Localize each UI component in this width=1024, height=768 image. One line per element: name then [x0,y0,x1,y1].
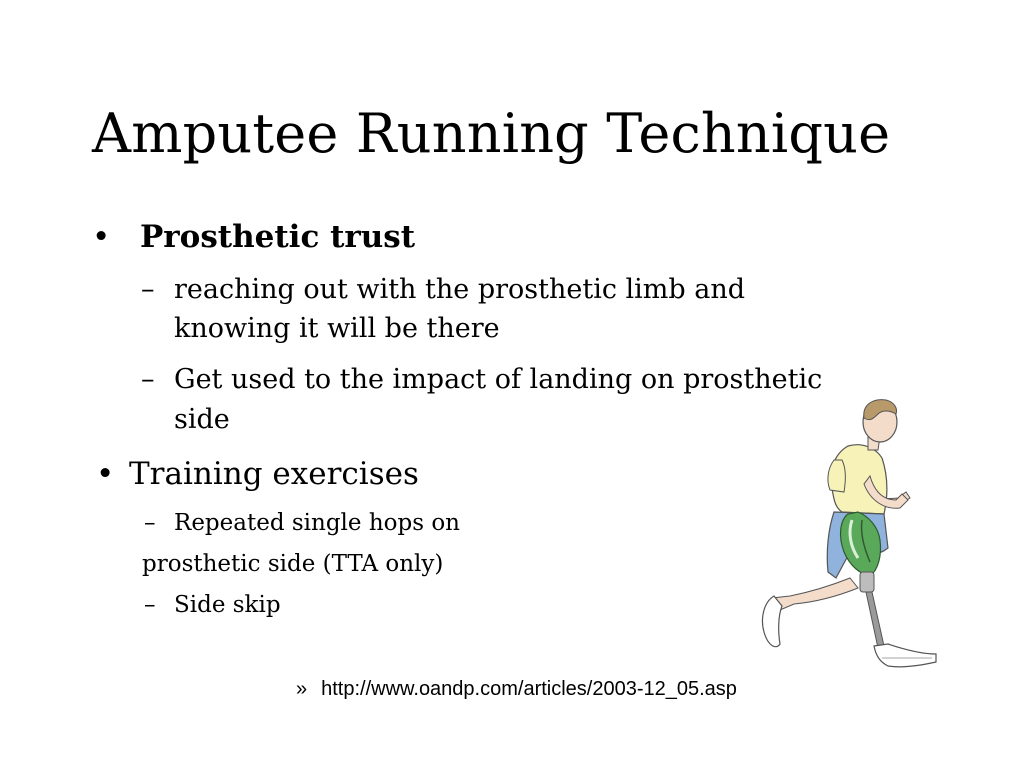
bullet-marker: • [96,456,115,492]
sub-bullet-marker: – [144,592,156,618]
slide-title: Amputee Running Technique [92,102,891,165]
sub-bullet-impact-line1: Get used to the impact of landing on prosthetic [174,364,823,395]
sub-bullet-marker: – [144,510,156,536]
sub-bullet-hops: Repeated single hops on [174,510,460,536]
sub-bullet-hops-continuation: prosthetic side (TTA only) [142,551,444,577]
running-amputee-illustration [750,396,950,686]
sub-bullet-marker: – [141,274,155,305]
footnote-url: http://www.oandp.com/articles/2003-12_05.asp [321,678,737,700]
footnote-reference [296,678,737,701]
sub-bullet-reaching-line2: knowing it will be there [174,313,500,344]
bullet-marker: • [92,219,111,255]
bullet-training-exercises: Training exercises [129,456,419,492]
sub-bullet-side-skip: Side skip [174,592,281,618]
sub-bullet-marker: – [141,364,155,395]
bullet-prosthetic-trust: Prosthetic trust [140,219,416,255]
footnote-marker: » [296,678,308,700]
sub-bullet-impact-line2: side [174,404,230,435]
sub-bullet-reaching-line1: reaching out with the prosthetic limb and [174,274,746,305]
